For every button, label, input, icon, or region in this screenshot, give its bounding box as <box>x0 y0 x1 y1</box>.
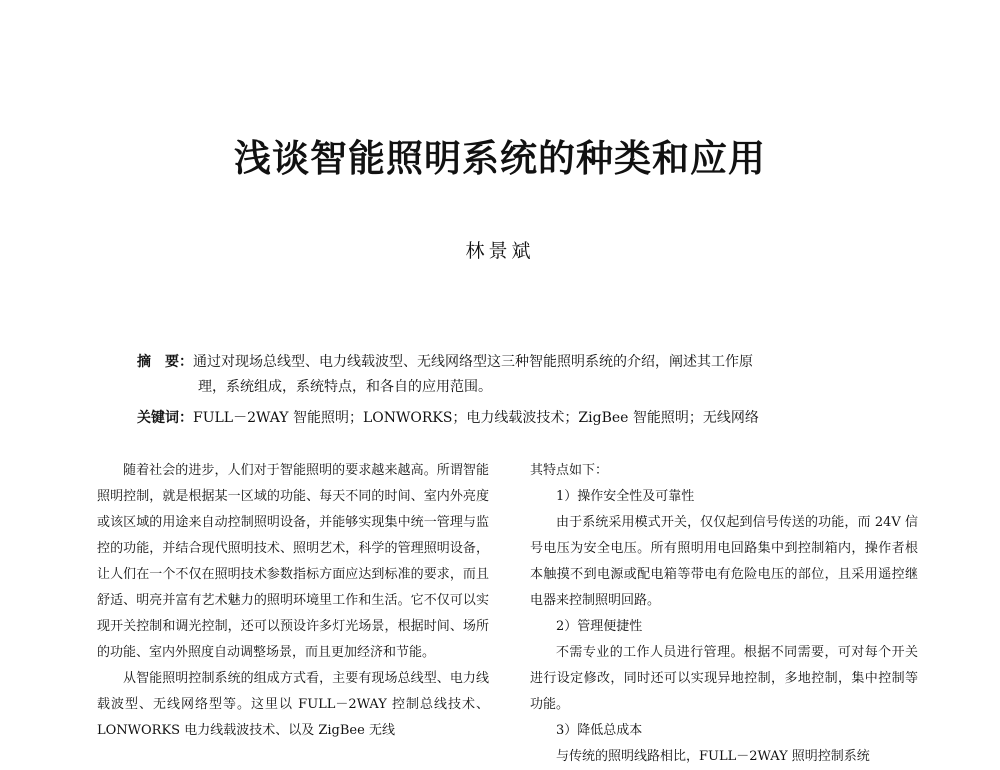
feature-paragraph-1: 由于系统采用模式开关，仅仅起到信号传送的功能，而 24V 信号电压为安全电压。所有照明用电回路集中到控制箱内，操作者根本触摸不到电源或配电箱等带电有危险电压的部位，且采用遥控继电器来控制照明回路。 <box>530 515 918 608</box>
right-column <box>530 458 918 770</box>
author-name: 林景斌 <box>465 240 535 262</box>
left-paragraph-1: 随着社会的进步，人们对于智能照明的要求越来越高。所谓智能照明控制，就是根据某一区域的功能、每天不同的时间、室内外亮度或该区域的用途来自动控制照明设备，并能够实现集中统一管理与监控的功能，并结合现代照明技术、照明艺术，科学的管理照明设备，让人们在一个不仅在照明技术参数指标方面应达到标准的要求，而且舒适、明亮并富有艺术魅力的照明环境里工作和生活。它不仅可以实现开关控制和调光控制，还可以预设许多灯光场景，根据时间、场所的功能、室内外照度自动调整场景，而且更加经济和节能。 <box>97 463 489 660</box>
abstract-block <box>137 350 897 431</box>
left-paragraph-2: 从智能照明控制系统的组成方式看，主要有现场总线型、电力线载波型、无线网络型等。这里以 FULL－2WAY 控制总线技术、LONWORKS 电力线载波技术、以及 ZigBee 无线 <box>97 671 489 738</box>
left-column <box>97 458 489 744</box>
abstract-text-line1: 通过对现场总线型、电力线载波型、无线网络型这三种智能照明系统的介绍，阐述其工作原 <box>193 354 753 370</box>
feature-paragraph-3: 与传统的照明线路相比，FULL－2WAY 照明控制系统 <box>556 749 870 764</box>
right-intro: 其特点如下： <box>530 463 609 478</box>
feature-heading-1: 1）操作安全性及可靠性 <box>556 489 695 504</box>
abstract-label: 摘 要： <box>137 354 193 370</box>
feature-heading-2: 2）管理便捷性 <box>556 619 643 634</box>
paper-title: 浅谈智能照明系统的种类和应用 <box>234 136 766 180</box>
keywords-label: 关键词： <box>137 410 193 426</box>
keywords-row <box>137 406 897 431</box>
keywords-text: FULL－2WAY 智能照明；LONWORKS；电力线载波技术；ZigBee 智能照明；无线网络 <box>193 410 759 426</box>
abstract-text-line2: 理，系统组成，系统特点，和各自的应用范围。 <box>198 379 492 395</box>
feature-paragraph-2: 不需专业的工作人员进行管理。根据不同需要，可对每个开关进行设定修改，同时还可以实现异地控制，多地控制，集中控制等功能。 <box>530 645 918 712</box>
feature-heading-3: 3）降低总成本 <box>556 723 643 738</box>
abstract-row <box>137 350 897 375</box>
